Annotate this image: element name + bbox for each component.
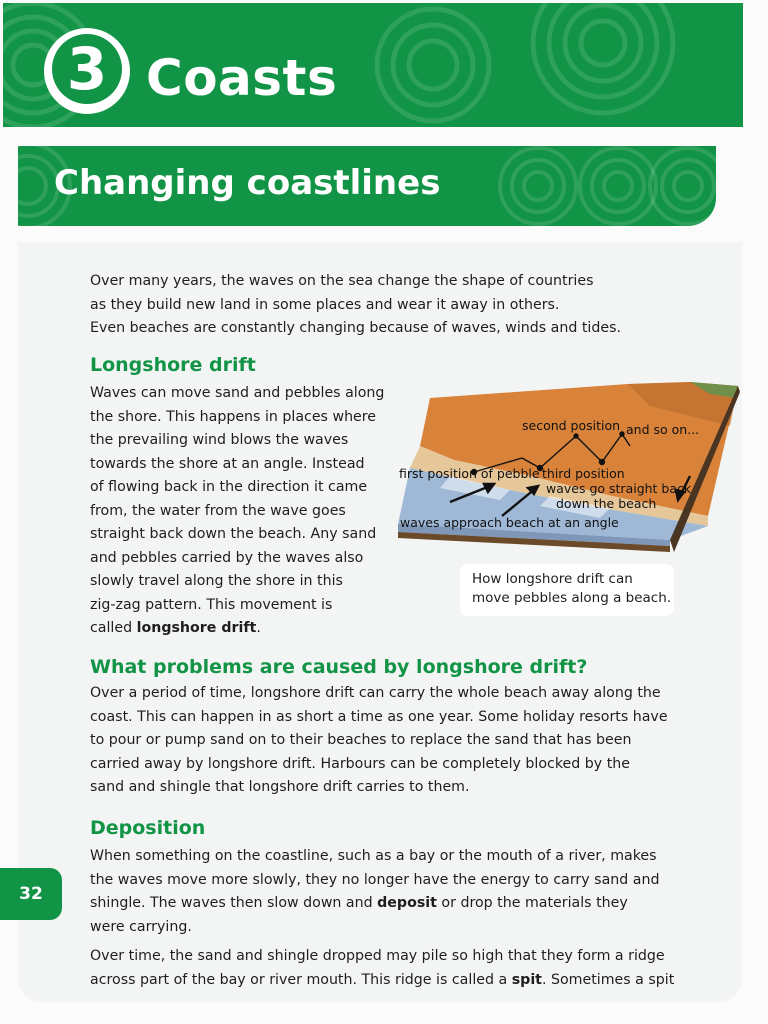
- term-longshore-drift: longshore drift: [136, 620, 257, 636]
- paragraph-line: the waves move more slowly, they no longer have the energy to carry sand and: [90, 871, 660, 888]
- heading-deposition: Deposition: [90, 817, 206, 839]
- intro-line: Even beaches are constantly changing because of waves, winds and tides.: [90, 320, 622, 336]
- problems-paragraph: [90, 682, 680, 800]
- paragraph-line: towards the shore at an angle. Instead: [90, 455, 365, 472]
- paragraph-line: sand and shingle that longshore drift carries to them.: [90, 779, 470, 795]
- page-number: 32: [0, 868, 62, 920]
- paragraph-line: the prevailing wind blows the waves: [90, 432, 349, 448]
- paragraph-line: When something on the coastline, such as a bay or the mouth of a river, makes: [90, 848, 657, 864]
- heading-longshore-drift: Longshore drift: [90, 354, 256, 376]
- label-waves-straight: waves go straight back: [546, 481, 692, 496]
- longshore-paragraph: [90, 382, 390, 641]
- paragraph-line: coast. This can happen in as short a time as one year. Some holiday resorts have: [90, 708, 668, 725]
- paragraph-line: Over a period of time, longshore drift can carry the whole beach away along the: [90, 685, 661, 701]
- label-waves-approach: waves approach beach at an angle: [400, 515, 619, 530]
- diagram-caption-box: [460, 564, 674, 616]
- label-first-position: first position of pebble: [399, 466, 540, 481]
- section-header: [18, 146, 716, 226]
- label-and-so-on: and so on...: [626, 422, 700, 437]
- paragraph-line: straight back down the beach. Any sand: [90, 526, 377, 542]
- paragraph-line: were carrying.: [90, 918, 192, 935]
- diagram-caption: How longshore drift can move pebbles along a beach.: [472, 571, 672, 606]
- spit-paragraph: [90, 945, 690, 992]
- paragraph-line: shingle. The waves then slow down and deposit or drop the materials they: [90, 895, 628, 911]
- label-third-position: third position: [542, 466, 625, 481]
- chapter-title: Coasts: [146, 49, 338, 107]
- paragraph-line: the shore. This happens in places where: [90, 408, 377, 425]
- label-waves-straight: down the beach: [556, 496, 657, 511]
- longshore-drift-diagram: [390, 376, 740, 556]
- paragraph-line: zig-zag pattern. This movement is: [90, 596, 333, 613]
- paragraph-line: of flowing back in the direction it came: [90, 479, 368, 495]
- paragraph-line: and pebbles carried by the waves also: [90, 549, 364, 566]
- label-second-position: second position: [522, 418, 621, 433]
- deposition-paragraph: [90, 845, 690, 939]
- intro-line: Over many years, the waves on the sea change the shape of countries: [90, 273, 594, 289]
- section-title: Changing coastlines: [54, 163, 441, 203]
- paragraph-line: carried away by longshore drift. Harbours can be completely blocked by the: [90, 755, 630, 772]
- paragraph-line: from, the water from the wave goes: [90, 502, 346, 519]
- paragraph-line: across part of the bay or river mouth. This ridge is called a spit. Sometimes a spit: [90, 971, 675, 988]
- intro-paragraph: [90, 270, 650, 341]
- paragraph-line: to pour or pump sand on to their beaches to replace the sand that has been: [90, 732, 632, 748]
- paragraph-line: Over time, the sand and shingle dropped may pile so high that they form a ridge: [90, 948, 665, 964]
- term-deposit: deposit: [377, 895, 437, 911]
- paragraph-line: slowly travel along the shore in this: [90, 573, 343, 589]
- paragraph-line: Waves can move sand and pebbles along: [90, 385, 385, 401]
- paragraph-line: called longshore drift.: [90, 620, 261, 636]
- chapter-number: 3: [52, 34, 122, 104]
- intro-line: as they build new land in some places and wear it away in others.: [90, 296, 560, 313]
- term-spit: spit: [511, 971, 542, 988]
- heading-problems: What problems are caused by longshore drift?: [90, 656, 588, 678]
